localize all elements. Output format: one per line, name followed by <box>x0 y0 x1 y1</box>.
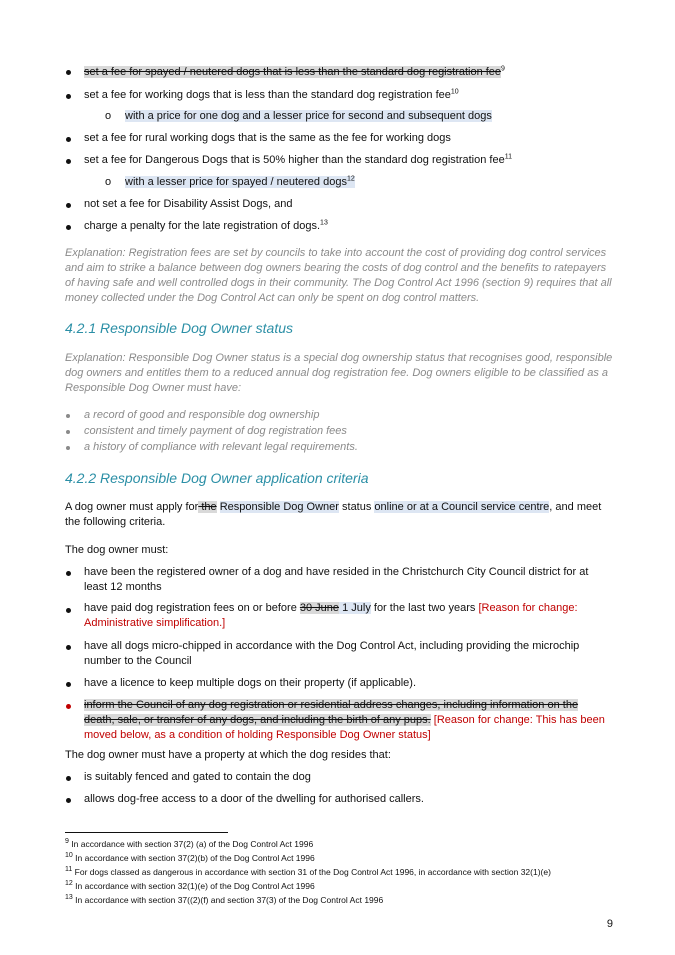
footnote-ref: 9 <box>501 65 505 73</box>
list-item: allows dog-free access to a door of the dwelling for authorised callers. <box>84 793 424 805</box>
list-item: is suitably fenced and gated to contain the dog <box>84 771 311 783</box>
sub-bullet: o <box>105 176 112 188</box>
list-item <box>84 88 459 103</box>
bullet <box>66 571 71 576</box>
footnote-separator <box>65 832 228 833</box>
list-item <box>84 219 328 234</box>
bullet <box>66 159 71 164</box>
list-item-text: set a fee for working dogs that is less than the standard dog registration fee <box>84 89 451 101</box>
reason-for-change: [Reason for change: <box>478 602 578 614</box>
list-item: not set a fee for Disability Assist Dogs, and <box>84 198 293 210</box>
explanation-line: and aim to strike a balance between dog owners bearing the costs of dog control and the benefits to ratepayers <box>65 262 607 274</box>
bullet <box>66 430 70 434</box>
highlighted-text: with a price for one dog and a lesser price for second and subsequent dogs <box>125 110 492 122</box>
bullet <box>66 704 71 709</box>
paragraph-line: The dog owner must have a property at which the dog resides that: <box>65 749 391 761</box>
footnote: $^{11}$ For dogs classed as dangerous in accordance with section 31 of the Dog Control Act 1996, in accordance with section 32(1)(e) <box>65 866 551 877</box>
highlighted-text: 1 July <box>339 602 371 614</box>
list-item: least 12 months <box>84 581 162 593</box>
explanation-line: Responsible Dog Owner must have: <box>65 382 242 394</box>
paragraph-line: the following criteria. <box>65 516 166 528</box>
bullet <box>66 608 71 613</box>
bullet <box>66 414 70 418</box>
footnote: $^{12}$ In accordance with section 32(1)(e) of the Dog Control Act 1996 <box>65 880 315 891</box>
list-item: a history of compliance with relevant legal requirements. <box>84 441 358 453</box>
struck-text: death, sale, or transfer of any dogs, and including the birth of any pups. <box>84 714 431 726</box>
paragraph-line: The dog owner must: <box>65 544 169 556</box>
list-item: number to the Council <box>84 655 192 667</box>
list-item <box>84 153 512 168</box>
list-item: a record of good and responsible dog ownership <box>84 409 320 421</box>
struck-text: inform the Council of any dog registration or residential address changes, including information on the <box>84 699 579 711</box>
bullet <box>66 225 71 230</box>
list-item: have a licence to keep multiple dogs on their property (if applicable). <box>84 677 417 689</box>
struck-text: the <box>198 501 217 513</box>
reason-for-change: moved below, as a condition of holding Responsible Dog Owner status] <box>84 729 431 741</box>
bullet <box>66 798 71 803</box>
explanation-line: Explanation: Responsible Dog Owner status is a special dog ownership status that recognises good, responsible <box>65 352 613 364</box>
list-item-text: charge a penalty for the late registration of dogs. <box>84 220 321 232</box>
sub-list-item <box>125 109 492 124</box>
struck-text: set a fee for spayed / neutered dogs that is less than the standard dog registration fee <box>84 66 502 78</box>
section-heading: 4.2.1 Responsible Dog Owner status <box>65 320 294 336</box>
page-number: 9 <box>606 918 613 930</box>
footnote-ref: 10 <box>450 88 459 96</box>
bullet <box>66 94 71 99</box>
explanation-line: money collected under the Dog Control Act can only be spent on dog control matters. <box>65 292 480 304</box>
footnote-ref: 11 <box>504 153 512 161</box>
bullet <box>66 70 71 75</box>
struck-text: 30 June <box>299 602 340 614</box>
explanation-line: of having safe and well controlled dogs in their community. The Dog Control Act 1996 (section 9) requires that all <box>65 277 612 289</box>
highlighted-text: online or at a Council service centre <box>374 501 550 513</box>
list-item: have been the registered owner of a dog and have resided in the Christchurch City Council district for at <box>84 566 589 578</box>
explanation-line: Explanation: Registration fees are set by councils to take into account the cost of providing dog control services <box>65 247 607 259</box>
highlighted-text: with a lesser price for spayed / neutered dogs$^{12}$ <box>125 175 355 188</box>
footnote-ref: 13 <box>320 219 328 227</box>
sub-bullet: o <box>105 110 112 122</box>
list-item <box>84 713 605 728</box>
bullet <box>66 446 70 450</box>
bullet <box>66 682 71 687</box>
highlighted-text: Responsible Dog Owner <box>219 501 339 513</box>
list-item: consistent and timely payment of dog registration fees <box>84 425 347 437</box>
bullet <box>66 137 71 142</box>
list-item: have paid dog registration fees on or before 30 June 1 July for the last two years [Reason for change: <box>84 602 578 614</box>
list-item <box>84 698 578 713</box>
list-item <box>84 65 505 80</box>
section-heading: 4.2.2 Responsible Dog Owner application criteria <box>65 470 369 486</box>
explanation-line: dog owners and entitles them to a reduced annual dog registration fee. Dog owners eligible to be classified as a <box>65 367 609 379</box>
bullet <box>66 645 71 650</box>
bullet <box>66 203 71 208</box>
footnote: $^{10}$ In accordance with section 37(2)(b) of the Dog Control Act 1996 <box>65 852 315 863</box>
list-item: have all dogs micro-chipped in accordance with the Dog Control Act, including providing the microchip <box>84 640 580 652</box>
paragraph-line: A dog owner must apply for the Responsible Dog Owner status online or at a Council service centre, and meet <box>65 501 602 513</box>
bullet <box>66 776 71 781</box>
footnote: $^{13}$ In accordance with section 37((2)(f) and section 37(3) of the Dog Control Act 1996 <box>65 894 384 905</box>
list-item-text: set a fee for Dangerous Dogs that is 50% higher than the standard dog registration fee <box>84 154 505 166</box>
list-item: set a fee for rural working dogs that is the same as the fee for working dogs <box>84 132 451 144</box>
reason-for-change: [Reason for change: This has been <box>430 714 605 726</box>
reason-for-change: Administrative simplification.] <box>84 617 226 629</box>
footnote: $^9$ In accordance with section 37(2) (a) of the Dog Control Act 1996 <box>65 838 314 849</box>
sub-list-item <box>125 175 355 190</box>
footnote-ref: 12 <box>346 175 355 183</box>
